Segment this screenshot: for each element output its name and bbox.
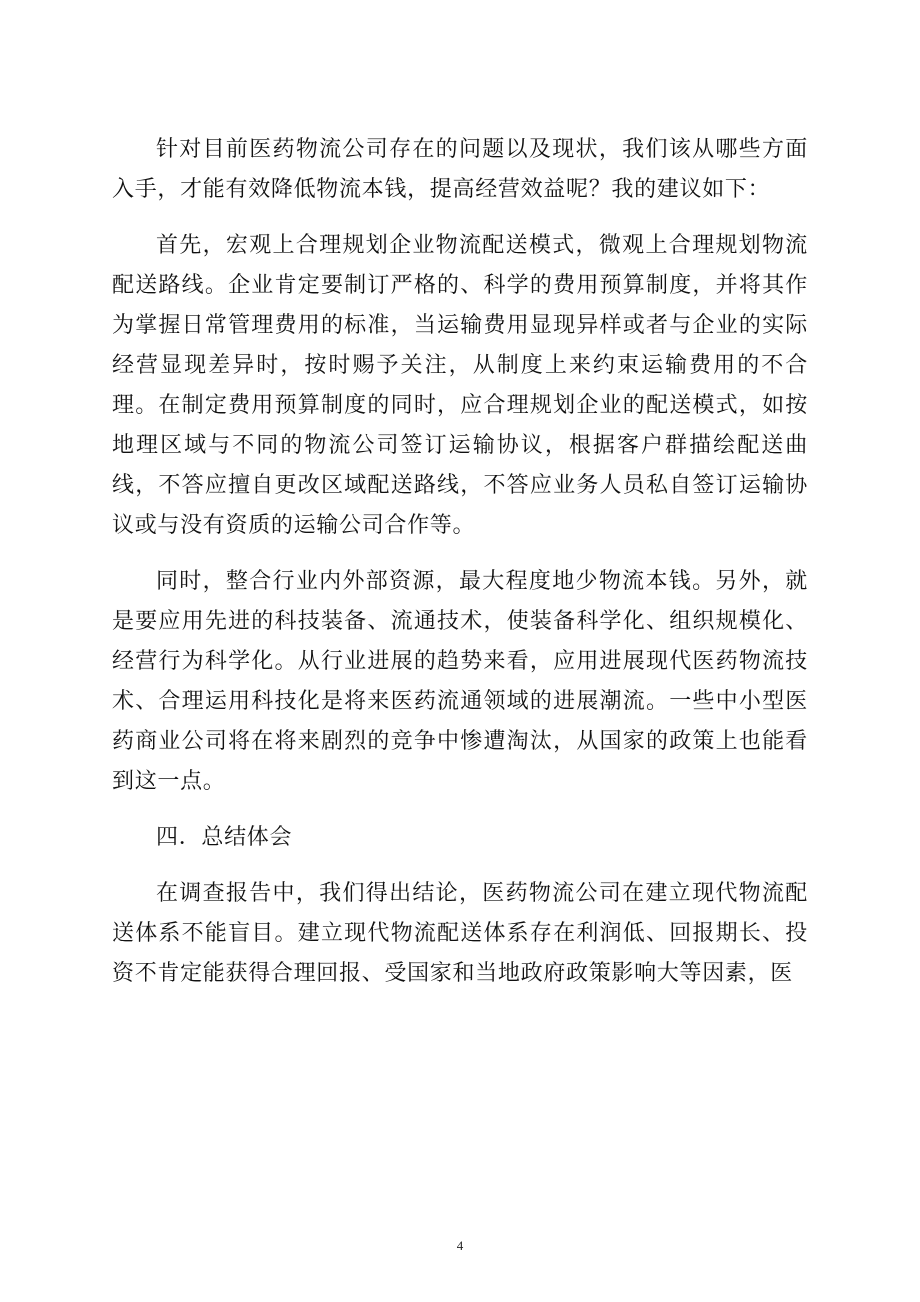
section-heading-summary: 四．总结体会 [156, 825, 293, 850]
page-number: 4 [456, 1238, 464, 1253]
paragraph-second-suggestion: 同时，整合行业内外部资源，最大程度地少物流本钱。另外，就是要应用先进的科技装备、流通技术，使装备科学化、组织规模化、经营行为科学化。从行业进展的趋势来看，应用进展现代医药物流技术、合理运用科技化是将来医药流通领域的进展潮流。一些中小型医药商业公司将在将来剧烈的竞争中惨遭淘汰，从国家的政策上也能看到这一点。 [112, 569, 808, 794]
paragraph-intro: 针对目前医药物流公司存在的问题以及现状，我们该从哪些方面入手，才能有效降低物流本钱，提高经营效益呢？我的建议如下： [112, 137, 808, 202]
paragraph-conclusion: 在调查报告中，我们得出结论，医药物流公司在建立现代物流配送体系不能盲目。建立现代物流配送体系存在利润低、回报期长、投资不肯定能获得合理回报、受国家和当地政府政策影响大等因素，医 [112, 881, 808, 986]
paragraph-first-suggestion: 首先，宏观上合理规划企业物流配送模式，微观上合理规划物流配送路线。企业肯定要制订严格的、科学的费用预算制度，并将其作为掌握日常管理费用的标准，当运输费用显现异样或者与企业的实际经营显现差异时，按时赐予关注，从制度上来约束运输费用的不合理。在制定费用预算制度的同时，应合理规划企业的配送模式，如按地理区域与不同的物流公司签订运输协议，根据客户群描绘配送曲线，不答应擅自更改区域配送路线，不答应业务人员私自签订运输协议或与没有资质的运输公司合作等。 [112, 233, 808, 538]
document-page [112, 130, 808, 1010]
